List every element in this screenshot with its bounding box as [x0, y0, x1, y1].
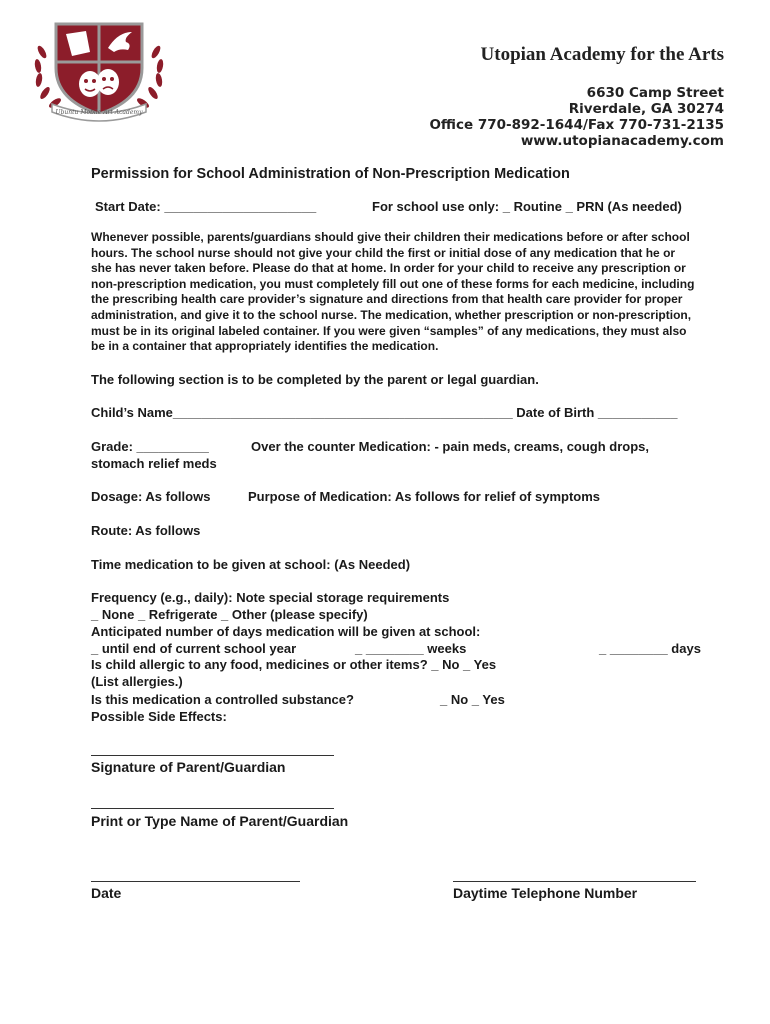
daytime-phone-line: [453, 881, 696, 882]
school-crest-logo: [28, 18, 170, 126]
intro-paragraph: [91, 230, 731, 355]
purpose-field: Purpose of Medication: As follows for relief of symptoms: [248, 489, 601, 504]
form-title: Permission for School Administration of Non-Prescription Medication: [91, 166, 570, 182]
parent-print-name-label: Print or Type Name of Parent/Guardian: [91, 813, 349, 829]
until-end-option: _ until end of current school year: [91, 641, 297, 656]
daytime-phone-label: Daytime Telephone Number: [453, 885, 638, 901]
parent-signature-line: [91, 755, 334, 756]
storage-options: _ None _ Refrigerate _ Other (please specify): [91, 607, 368, 622]
school-street: 6630 Camp Street: [586, 85, 724, 101]
route-field: Route: As follows: [91, 523, 201, 538]
intro-line: non-prescription medication, you must completely fill out one of these forms for each medicine, including: [91, 276, 695, 291]
date-label: Date: [91, 885, 122, 901]
otc-medication: Over the counter Medication: - pain meds, creams, cough drops,: [251, 439, 650, 454]
intro-line: be in a container that appropriately identifies the medication.: [91, 339, 439, 354]
school-phone-fax: Office 770-892-1644/Fax 770-731-2135: [429, 117, 724, 133]
school-website: www.utopianacademy.com: [520, 133, 724, 149]
list-allergies: (List allergies.): [91, 674, 183, 689]
allergy-question: Is child allergic to any food, medicines or other items? _ No _ Yes: [91, 657, 497, 672]
school-name: Utopian Academy for the Arts: [480, 44, 724, 65]
logo-banner-text: Ubuntu Mobile Art Academy: [55, 109, 143, 116]
childs-name-dob-field: Child’s Name_______________________________________________ Date of Birth ___________: [91, 405, 678, 420]
controlled-substance-question: Is this medication a controlled substance?: [91, 692, 354, 707]
frequency-field: Frequency (e.g., daily): Note special storage requirements: [91, 590, 450, 605]
parent-signature-label: Signature of Parent/Guardian: [91, 759, 286, 775]
parent-print-name-line: [91, 808, 334, 809]
school-city: Riverdale, GA 30274: [568, 101, 724, 117]
days-option: _ ________ days: [599, 641, 701, 656]
date-line: [91, 881, 300, 882]
section-heading: The following section is to be completed by the parent or legal guardian.: [91, 372, 539, 387]
intro-line: she has never taken before. Please do that at home. In order for your child to receive any prescription or: [91, 261, 686, 276]
intro-line: hours. The school nurse should not give your child the first or initial dose of any medication that he or: [91, 245, 676, 260]
intro-line: Whenever possible, parents/guardians should give their children their medications before or after school: [91, 230, 690, 244]
controlled-substance-options: _ No _ Yes: [440, 692, 505, 707]
otc-medication-continued: stomach relief meds: [91, 456, 217, 471]
school-use-only: For school use only: _ Routine _ PRN (As needed): [372, 199, 682, 214]
days-question: Anticipated number of days medication will be given at school:: [91, 624, 481, 639]
intro-line: must be in its original labeled container. If you were given “samples” of any medications, they must also: [91, 323, 687, 338]
intro-line: the prescribing health care provider’s signature and directions from that health care provider for proper: [91, 292, 683, 307]
intro-line: administration, and give it to the school nurse. The medication, whether prescription or non-prescription,: [91, 307, 692, 322]
side-effects-field: Possible Side Effects:: [91, 709, 227, 724]
weeks-option: _ ________ weeks: [355, 641, 467, 656]
grade-field: Grade: __________: [91, 439, 209, 454]
time-given-field: Time medication to be given at school: (As Needed): [91, 557, 411, 572]
dosage-field: Dosage: As follows: [91, 489, 211, 504]
start-date-field: Start Date: _____________________: [95, 199, 317, 214]
